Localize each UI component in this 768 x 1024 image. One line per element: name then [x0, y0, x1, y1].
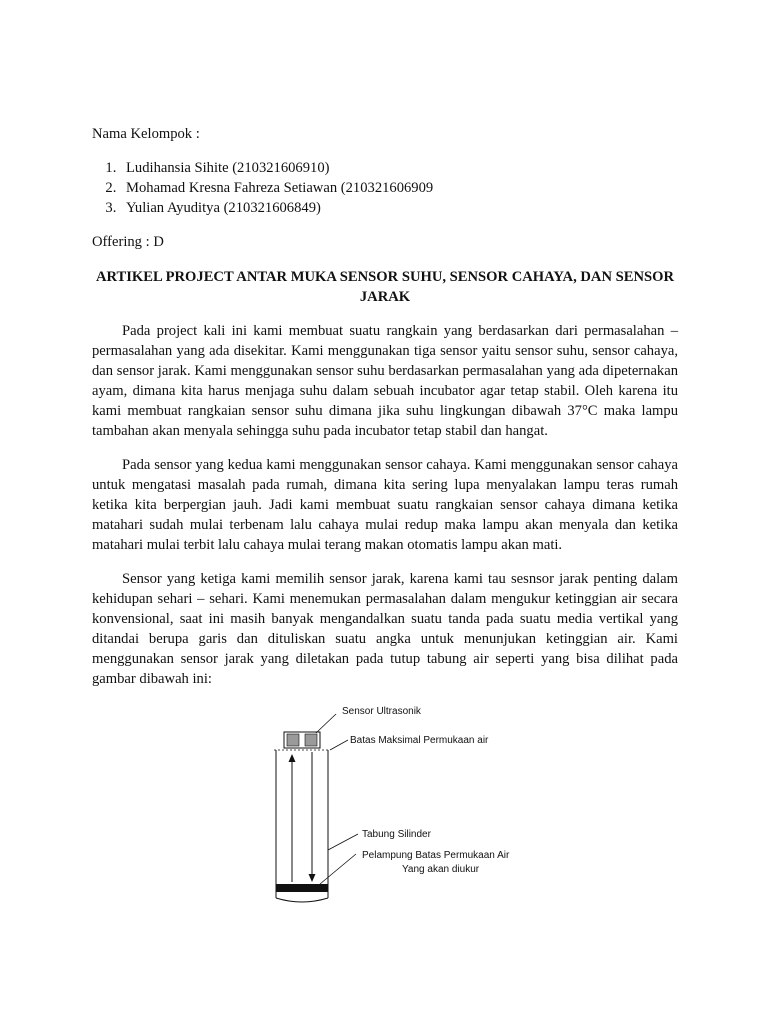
ultrasonic-tank-diagram	[270, 700, 532, 910]
paragraph-light-sensor: Pada sensor yang kedua kami menggunakan sensor cahaya. Kami menggunakan sensor cahaya untuk mengatasi masalah pada rumah, dimana kita sering lupa menyalakan lampu teras rumah ketika kita berpergian jauh. Jadi kami membuat suatu rangkaian sensor cahaya dimana ketika matahari sudah mulai terbenam lalu cahaya mulai redup maka lampu akan menyala dan ketika matahari mulai terbit lalu cahaya mulai terang makan otomatis lampu akan mati.	[92, 457, 678, 553]
offering-label: Offering : D	[92, 234, 164, 250]
diagram-svg	[270, 700, 532, 910]
paragraph-temperature-sensor: Pada project kali ini kami membuat suatu rangkain yang berdasarkan dari permasalahan – permasalahan yang ada disekitar. Kami menggunakan tiga sensor yaitu sensor suhu, sensor cahaya, dan sensor jarak. Kami menggunakan sensor suhu berdasarkan permasalahan yang ada dipeternakan ayam, dimana kita harus menjaga suhu dalam sebuah incubator agar tetap stabil. Oleh karena itu kami membuat rangkaian sensor suhu dimana jika suhu lingkungan dibawah 37°C maka lampu tambahan akan menyala sehingga suhu pada incubator tetap stabil dan hangat.	[92, 323, 678, 439]
group-label: Nama Kelompok :	[92, 126, 200, 142]
leader-tube	[328, 834, 358, 850]
label-tube: Tabung Silinder	[362, 829, 431, 840]
leader-sensor	[316, 714, 336, 733]
tube-bottom	[276, 898, 328, 902]
article-title: ARTIKEL PROJECT ANTAR MUKA SENSOR SUHU, SENSOR CAHAYA, DAN SENSOR JARAK	[95, 269, 675, 305]
up-arrow	[289, 754, 296, 762]
label-float-line2: Yang akan diukur	[402, 864, 480, 875]
leader-max	[330, 740, 348, 750]
document-content	[92, 124, 678, 689]
sensor-receiver	[305, 734, 317, 746]
label-sensor-ultrasonik: Sensor Ultrasonik	[342, 706, 421, 717]
member-item: 1. Ludihansia Sihite (210321606910)	[120, 158, 678, 178]
label-max-level: Batas Maksimal Permukaan air	[350, 735, 489, 746]
sensor-transmitter	[287, 734, 299, 746]
down-arrow	[309, 874, 316, 882]
member-list	[92, 158, 678, 218]
float-bar	[276, 884, 328, 892]
member-item: 3. Yulian Ayuditya (210321606849)	[120, 198, 678, 218]
paragraph-distance-sensor: Sensor yang ketiga kami memilih sensor jarak, karena kami tau sesnsor jarak penting dalam kehidupan sehari – sehari. Kami menemukan permasalahan dalam mengukur ketinggian air secara konvensional, saat ini masih banyak mengandalkan suatu tanda pada suatu media vertikal yang ditandai berupa garis dan dituliskan suatu angka untuk menunjukan ketinggian air. Kami menggunakan sensor jarak yang diletakan pada tutup tabung air seperti yang bisa dilihat pada gambar dibawah ini:	[92, 571, 678, 687]
member-item: 2. Mohamad Kresna Fahreza Setiawan (210321606909	[120, 178, 678, 198]
leader-float	[320, 854, 356, 884]
label-float-line1: Pelampung Batas Permukaan Air	[362, 850, 510, 861]
